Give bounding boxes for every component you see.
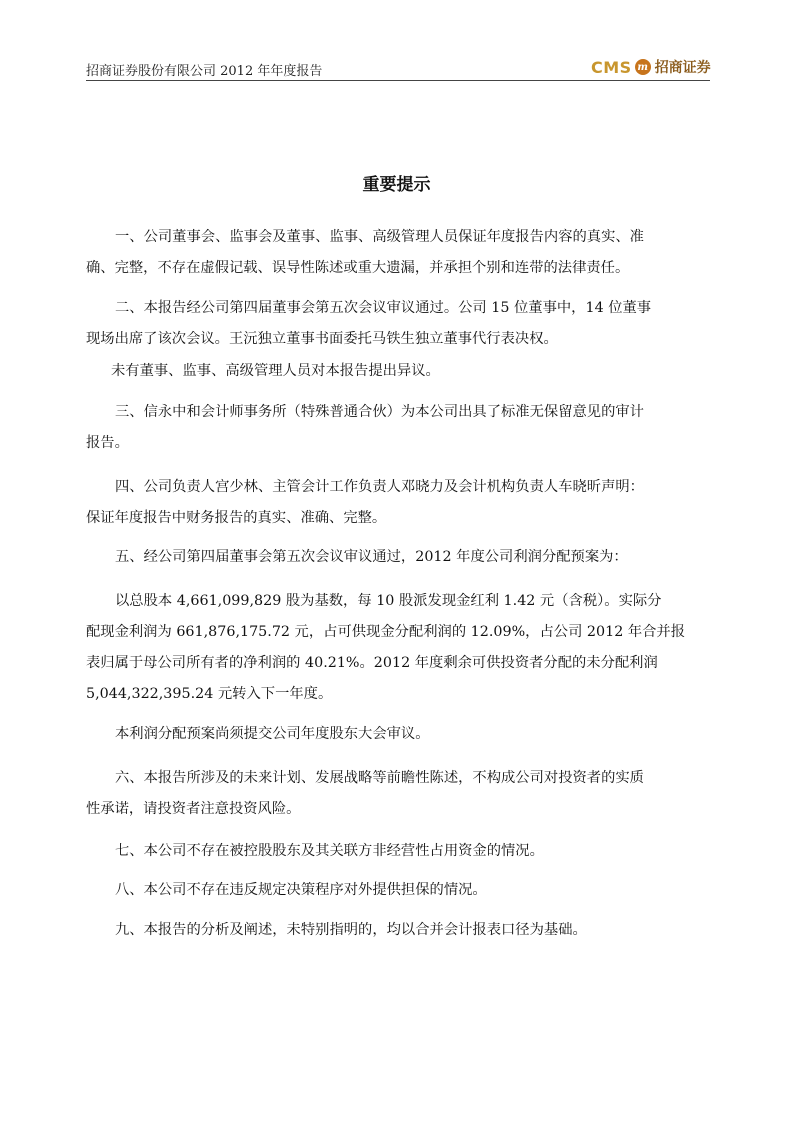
paragraph-5: 四、公司负责人宫少林、主管会计工作负责人邓晓力及会计机构负责人车晓昕声明： 保证年度报告中财务报告的真实、准确、完整。 [86, 479, 644, 526]
paragraph-1: 一、公司董事会、监事会及董事、监事、高级管理人员保证年度报告内容的真实、准 确、完整，不存在虚假记载、误导性陈述或重大遗漏，并承担个别和连带的法律责任。 [86, 229, 644, 276]
paragraph-10: 七、本公司不存在被控股股东及其关联方非经营性占用资金的情况。 [115, 843, 544, 859]
paragraph-4: 三、信永中和会计师事务所（特殊普通合伙）为本公司出具了标准无保留意见的审计 报告。 [86, 404, 644, 451]
page-title: 重要提示 [362, 175, 431, 195]
paragraph-7: 以总股本 4,661,099,829 股为基数，每 10 股派发现金红利 1.42 元（含税）。实际分 配现金利润为 661,876,175.72 元，占可供现金分配利润的 12.09%，占公司 2012 年合并报 表归属于母公司所有者的净利润的 40.21%。2012 年度剩余可供投资者分配的未分配利润 5,044,322,395.24 元转入下一年度。 [86, 593, 686, 702]
logo-cms-text: CMS [591, 57, 632, 77]
logo-chinese-text: 招商证券 [654, 60, 711, 76]
paragraph-3: 未有董事、监事、高级管理人员对本报告提出异议。 [111, 363, 440, 379]
header-title: 招商证券股份有限公司 2012 年年度报告 [86, 64, 323, 79]
paragraph-9: 六、本报告所涉及的未来计划、发展战略等前瞻性陈述，不构成公司对投资者的实质 性承诺，请投资者注意投资风险。 [86, 770, 644, 817]
paragraph-12: 九、本报告的分析及阐述，未特别指明的，均以合并会计报表口径为基础。 [115, 922, 587, 938]
paragraph-8: 本利润分配预案尚须提交公司年度股东大会审议。 [115, 726, 430, 742]
header-divider [86, 80, 710, 81]
logo-badge-icon: m [635, 59, 651, 75]
paragraph-11: 八、本公司不存在违反规定决策程序对外提供担保的情况。 [115, 882, 487, 898]
company-logo [591, 55, 711, 79]
paragraph-6: 五、经公司第四届董事会第五次会议审议通过，2012 年度公司利润分配预案为： [115, 549, 628, 565]
paragraph-2: 二、本报告经公司第四届董事会第五次会议审议通过。公司 15 位董事中，14 位董事 现场出席了该次会议。王沅独立董事书面委托马铁生独立董事代行表决权。 [86, 300, 652, 347]
